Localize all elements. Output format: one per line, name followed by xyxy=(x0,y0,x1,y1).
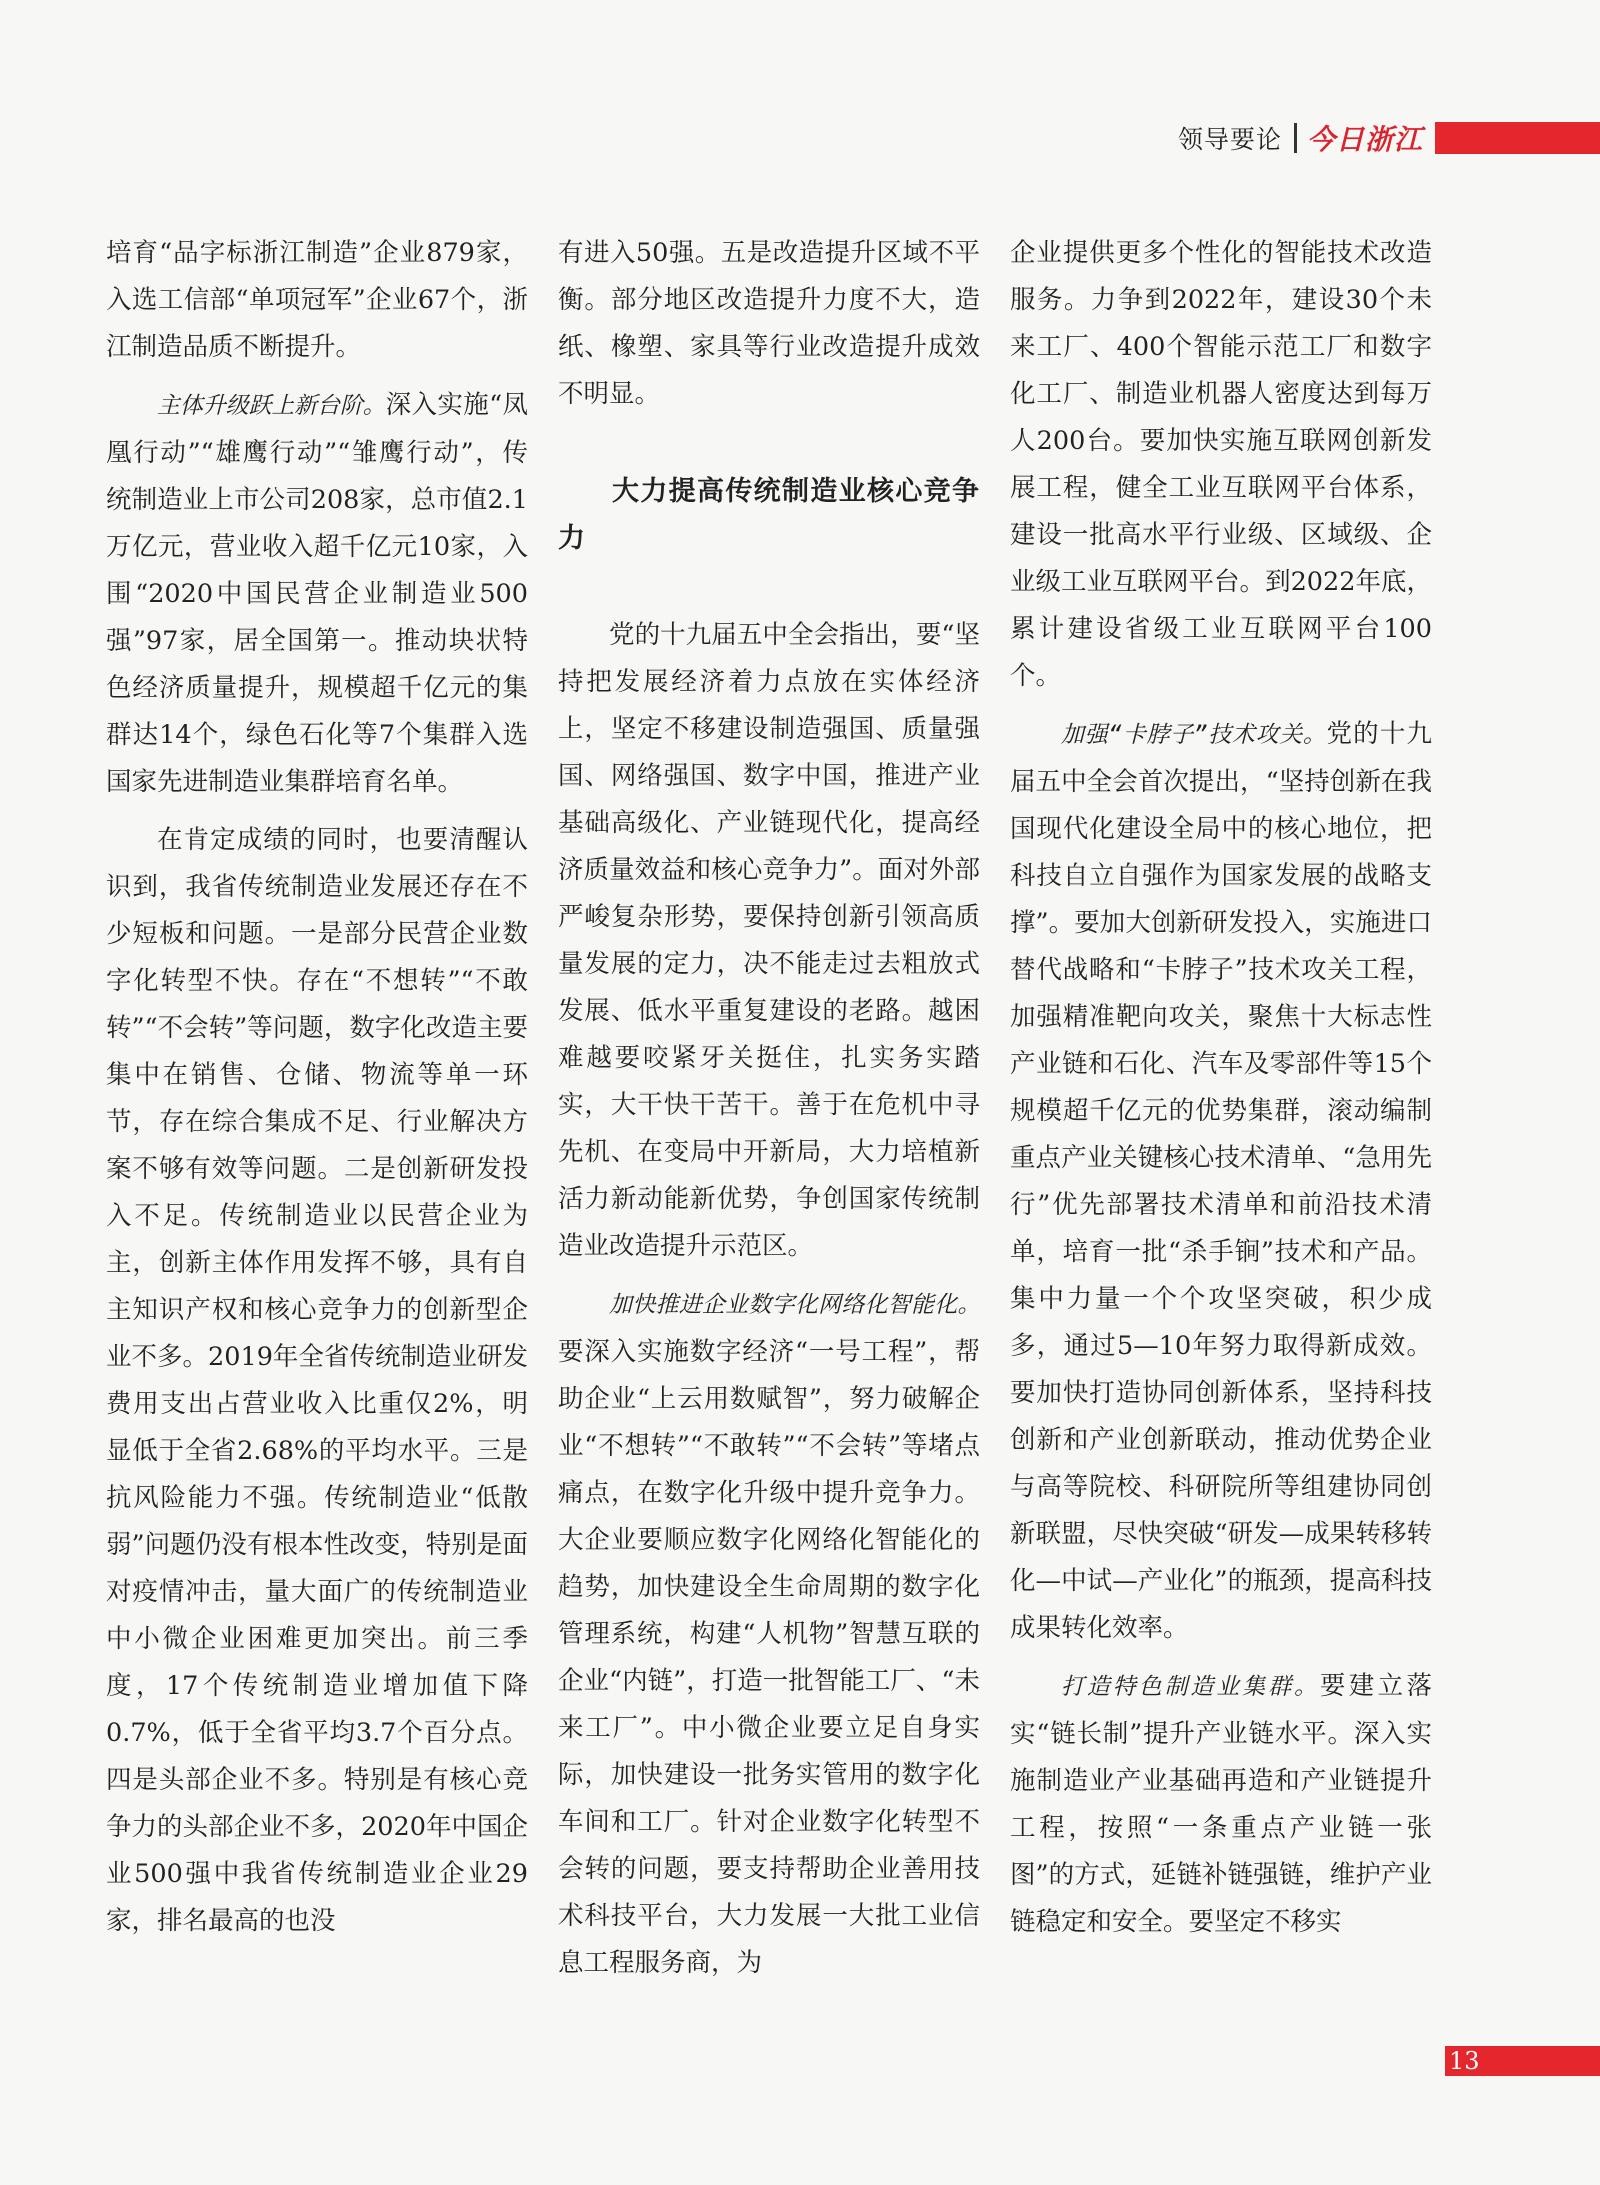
paragraph-lead: 打造特色制造业集群。 xyxy=(1061,1674,1320,1700)
text-column-2 xyxy=(558,230,980,1998)
paragraph-lead: 加强“卡脖子”技术攻关。 xyxy=(1061,722,1327,748)
paragraph: 培育“品字标浙江制造”企业879家，入选工信部“单项冠军”企业67个，浙江制造品质不断提升。 xyxy=(106,238,528,362)
page-number: 13 xyxy=(1449,2047,1480,2075)
paragraph-body: 要深入实施数字经济“一号工程”，帮助企业“上云用数赋智”，努力破解企业“不想转”“不敢转”“不会转”等堵点痛点，在数字化升级中提升竞争力。大企业要顺应数字化网络化智能化的趋势，加快建设全生命周期的数字化管理系统，构建“人机物”智慧互联的企业“内链”，打造一批智能工厂、“未来工厂”。中小微企业要立足自身实际，加快建设一批务实管用的数字化车间和工厂。针对企业数字化转型不会转的问题，要支持帮助企业善用技术科技平台，大力发展一大批工业信息工程服务商，为 xyxy=(558,1337,980,1978)
paragraph-body: 要建立落实“链长制”提升产业链水平。深入实施制造业产业基础再造和产业链提升工程，按照“一条重点产业链一张图”的方式，延链补链强链，维护产业链稳定和安全。要坚定不移实 xyxy=(1010,1671,1432,1937)
paragraph xyxy=(106,382,528,806)
paragraph xyxy=(558,1281,980,1987)
section-heading: 大力提高传统制造业核心竞争力 xyxy=(558,476,980,554)
paragraph: 企业提供更多个性化的智能技术改造服务。力争到2022年，建设30个未来工厂、400个智能示范工厂和数字化工厂、制造业机器人密度达到每万人200台。要加快实施互联网创新发展工程，健全工业互联网平台体系，建设一批高水平行业级、区域级、企业级工业互联网平台。到2022年底，累计建设省级工业互联网平台100个。 xyxy=(1010,238,1432,691)
page-header xyxy=(1178,120,1600,156)
header-accent-bar xyxy=(1435,122,1600,154)
paragraph-lead: 主体升级跃上新台阶。 xyxy=(157,393,386,419)
paragraph-lead: 加快推进企业数字化网络化智能化。 xyxy=(609,1292,980,1318)
paragraph-body: 深入实施“凤凰行动”“雄鹰行动”“雏鹰行动”，传统制造业上市公司208家，总市值2.1万亿元，营业收入超千亿元10家，入围“2020中国民营企业制造业500强”97家，居全国第一。推动块状特色经济质量提升，规模超千亿元的集群达14个，绿色石化等7个集群入选国家先进制造业集群培育名单。 xyxy=(106,390,528,797)
section-label: 领导要论 xyxy=(1177,125,1282,154)
text-column-3 xyxy=(1010,230,1432,1957)
paragraph: 有进入50强。五是改造提升区域不平衡。部分地区改造提升力度不大，造纸、橡塑、家具等行业改造提升成效不明显。 xyxy=(558,238,980,409)
magazine-logo: 今日浙江 xyxy=(1306,123,1423,156)
text-column-1 xyxy=(106,230,528,1956)
page-number-bar xyxy=(1445,2046,1600,2076)
paragraph xyxy=(1010,1663,1432,1946)
paragraph-body: 党的十九届五中全会首次提出，“坚持创新在我国现代化建设全局中的核心地位，把科技自立自强作为国家发展的战略支撑”。要加大创新研发投入，实施进口替代战略和“卡脖子”技术攻关工程，加强精准靶向攻关，聚焦十大标志性产业链和石化、汽车及零部件等15个规模超千亿元的优势集群，滚动编制重点产业关键核心技术清单、“急用先行”优先部署技术清单和前沿技术清单，培育一批“杀手锏”技术和产品。集中力量一个个攻坚突破，积少成多，通过5—10年努力取得新成效。要加快打造协同创新体系，坚持科技创新和产业创新联动，推动优势企业与高等院校、科研院所等组建协同创新联盟，尽快突破“研发—成果转移转化—中试—产业化”的瓶颈，提高科技成果转化效率。 xyxy=(1010,719,1432,1643)
paragraph xyxy=(1010,711,1432,1652)
paragraph: 党的十九届五中全会指出，要“坚持把发展经济着力点放在实体经济上，坚定不移建设制造强国、质量强国、网络强国、数字中国，推进产业基础高级化、产业链现代化，提高经济质量效益和核心竞争力”。面对外部严峻复杂形势，要保持创新引领高质量发展的定力，决不能走过去粗放式发展、低水平重复建设的老路。越困难越要咬紧牙关挺住，扎实务实踏实，大干快干苦干。善于在危机中寻先机、在变局中开新局，大力培植新活力新动能新优势，争创国家传统制造业改造提升示范区。 xyxy=(558,620,980,1261)
paragraph: 在肯定成绩的同时，也要清醒认识到，我省传统制造业发展还存在不少短板和问题。一是部分民营企业数字化转型不快。存在“不想转”“不敢转”“不会转”等问题，数字化改造主要集中在销售、仓储、物流等单一环节，存在综合集成不足、行业解决方案不够有效等问题。二是创新研发投入不足。传统制造业以民营企业为主，创新主体作用发挥不够，具有自主知识产权和核心竞争力的创新型企业不多。2019年全省传统制造业研发费用支出占营业收入比重仅2%，明显低于全省2.68%的平均水平。三是抗风险能力不强。传统制造业“低散弱”问题仍没有根本性改变，特别是面对疫情冲击，量大面广的传统制造业中小微企业困难更加突出。前三季度，17个传统制造业增加值下降0.7%，低于全省平均3.7个百分点。四是头部企业不多。特别是有核心竞争力的头部企业不多，2020年中国企业500强中我省传统制造业企业29家，排名最高的也没 xyxy=(106,825,528,1936)
header-divider xyxy=(1294,123,1297,153)
